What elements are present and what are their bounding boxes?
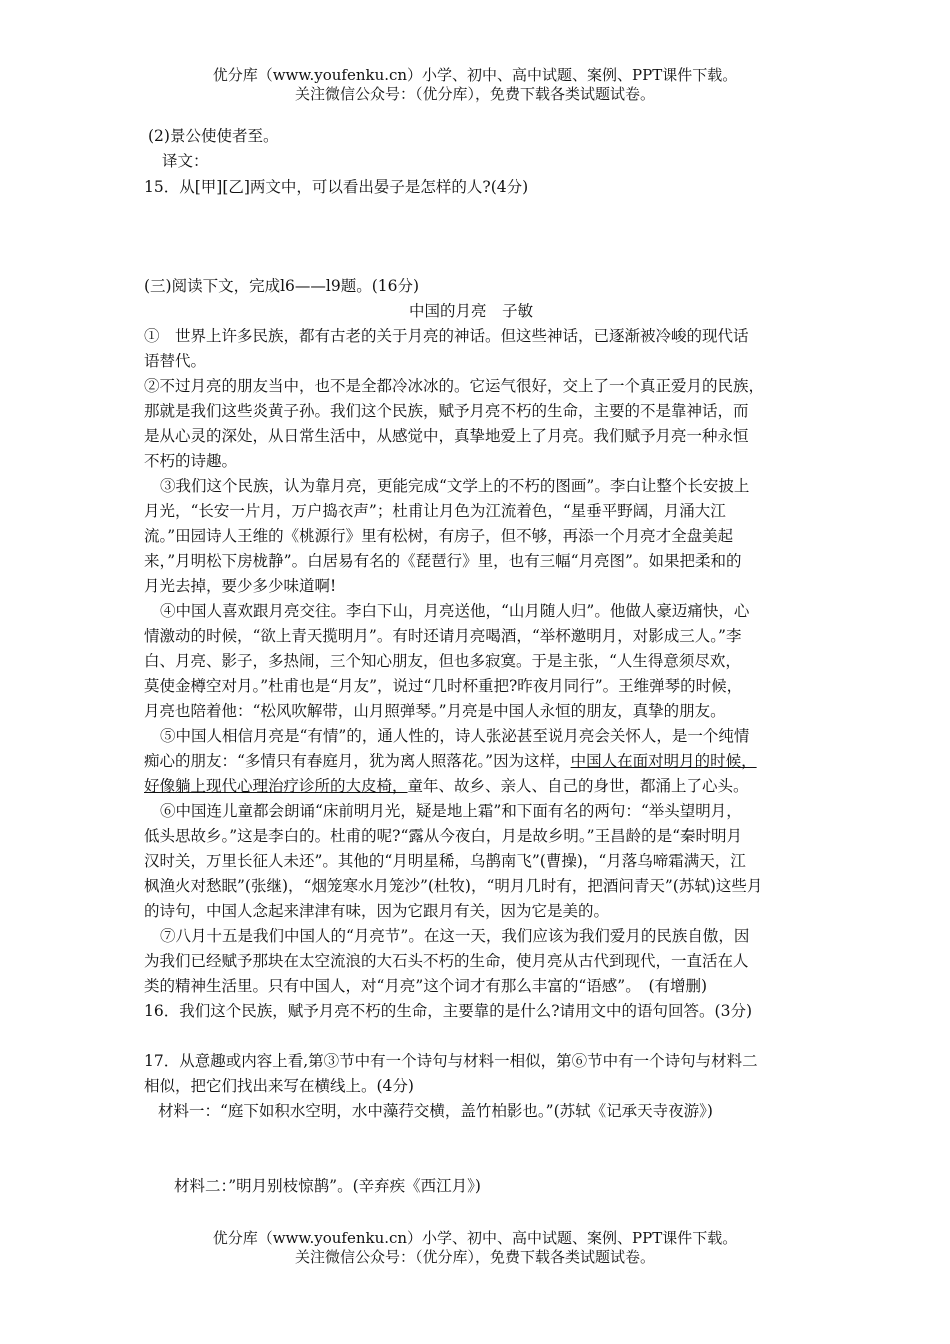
section-3-heading: (三)阅读下文，完成l6——l9题。(16分) [144, 277, 420, 295]
paragraph-line: ⑥中国连儿童都会朗诵“床前明月光，疑是地上霜”和下面有名的两句：“举头望明月， [160, 802, 742, 820]
paragraph-line: ②不过月亮的朋友当中，也不是全都冷冰冰的。它运气很好，交上了一个真正爱月的民族， [144, 377, 765, 395]
paragraph-line: 枫渔火对愁眠”(张继)，“烟笼寒水月笼沙”(杜牧)，“明月几时有，把酒问青天”(苏轼)这些月 [144, 877, 763, 895]
paragraph-line: 是从心灵的深处，从日常生活中，从感觉中，真挚地爱上了月亮。我们赋予月亮一种永恒 [144, 427, 749, 445]
paragraph-line: ⑤中国人相信月亮是“有情”的，通人性的，诗人张泌甚至说月亮会关怀人，是一个纯情 [160, 727, 750, 745]
header-line-2: 关注微信公众号：（优分库），免费下载各类试题试卷。 [294, 85, 655, 103]
paragraph-line: 语替代。 [144, 352, 207, 370]
paragraph-line [144, 751, 757, 771]
paragraph-line: ③我们这个民族，认为靠月亮，更能完成“文学上的不朽的图画”。李白让整个长安披上 [160, 477, 750, 495]
paragraph-line: 月亮也陪着他：“松风吹解带，山月照弹琴。”月亮是中国人永恒的朋友，真挚的朋友。 [144, 702, 726, 720]
paragraph-line: 为我们已经赋予那块在太空流浪的大石头不朽的生命，使月亮从古代到现代，一直活在人 [144, 952, 749, 970]
paragraph-line: 流。”田园诗人王维的《桃源行》里有松树，有房子，但不够，再添一个月亮才全盘美起 [144, 527, 734, 545]
header-line-1: 优分库（www.youfenku.cn）小学、初中、高中试题、案例、PPT课件下载。 [212, 66, 738, 84]
paragraph-line: 类的精神生活里。只有中国人，对“月亮”这个词才有那么丰富的“语感”。 (有增删) [144, 977, 708, 995]
q14-translation-label: 译文： [162, 152, 209, 170]
question-16: 16．我们这个民族，赋予月亮不朽的生命，主要靠的是什么?请用文中的语句回答。(3分) [144, 1002, 752, 1020]
paragraph-line: 不朽的诗趣。 [144, 452, 238, 470]
paragraph-line: 汉时关，万里长征人未还”。其他的“月明星稀，乌鹊南飞”(曹操)，“月落乌啼霜满天，江 [144, 852, 746, 870]
paragraph-line: 来，”月明松下房栊静”。白居易有名的《琵琶行》里，也有三幅“月亮图”。如果把柔和的 [144, 552, 742, 570]
paragraph-line: ⑦八月十五是我们中国人的“月亮节”。在这一天，我们应该为我们爱月的民族自傲，因 [160, 927, 750, 945]
paragraph-line: 的诗句，中国人念起来津津有味，因为它跟月有关，因为它是美的。 [144, 902, 610, 920]
question-15: 15．从[甲][乙]两文中，可以看出晏子是怎样的人?(4分) [144, 178, 529, 196]
footer-line-2: 关注微信公众号：（优分库），免费下载各类试题试卷。 [294, 1248, 655, 1266]
paragraph-line [144, 776, 749, 796]
underlined-sentence: 好像躺上现代心理治疗诊所的大皮椅， [144, 777, 408, 795]
plain-text: 痴心的朋友：“多情只有春庭月，犹为离人照落花。”因为这样， [144, 752, 571, 770]
material-2: 材料二：”明月别枝惊鹊”。(辛弃疾《西江月》) [174, 1177, 481, 1195]
paragraph-line: ① 世界上许多民族，都有古老的关于月亮的神话。但这些神话，已逐渐被冷峻的现代话 [144, 327, 749, 345]
plain-text: 童年、故乡、亲人、自己的身世，都涌上了心头。 [407, 777, 749, 795]
article-title: 中国的月亮 子敏 [409, 302, 534, 320]
paragraph-line: 情激动的时候，“欲上青天揽明月”。有时还请月亮喝酒，“举杯邀明月，对影成三人。”李 [144, 627, 742, 645]
page-header [0, 66, 950, 104]
question-line: 17．从意趣或内容上看,第③节中有一个诗句与材料一相似，第⑥节中有一个诗句与材料二 [144, 1052, 758, 1070]
paragraph-line: 低头思故乡。”这是李白的。杜甫的呢?“露从今夜白，月是故乡明。”王昌龄的是“秦时明月 [144, 827, 743, 845]
paragraph-line: 白、月亮、影子，多热闹，三个知心朋友，但也多寂寞。于是主张，“人生得意须尽欢， [144, 652, 741, 670]
paragraph-line: 月光去掉，要少多少味道啊! [144, 577, 337, 595]
paragraph-line: 月光，“长安一片月，万户捣衣声”；杜甫让月色为江流着色，“星垂平野阔，月涌大江 [144, 502, 726, 520]
paragraph-line: 莫使金樽空对月。”杜甫也是“月友”，说过“几时杯重把?昨夜月同行”。王维弹琴的时候， [144, 677, 743, 695]
paragraph-line: 那就是我们这些炎黄子孙。我们这个民族，赋予月亮不朽的生命，主要的不是靠神话，而 [144, 402, 749, 420]
question-line: 相似，把它们找出来写在横线上。(4分) [144, 1077, 414, 1095]
material-1: 材料一：“庭下如积水空明，水中藻荇交横，盖竹柏影也。”(苏轼《记承天寺夜游》) [158, 1102, 713, 1120]
q14-item-2: (2)景公使使者至。 [148, 127, 279, 145]
page-footer [0, 1229, 950, 1267]
paragraph-line: ④中国人喜欢跟月亮交往。李白下山，月亮送他，“山月随人归”。他做人豪迈痛快，心 [160, 602, 750, 620]
footer-line-1: 优分库（www.youfenku.cn）小学、初中、高中试题、案例、PPT课件下载。 [212, 1229, 738, 1247]
underlined-sentence: 中国人在面对明月的时候， [570, 752, 757, 770]
